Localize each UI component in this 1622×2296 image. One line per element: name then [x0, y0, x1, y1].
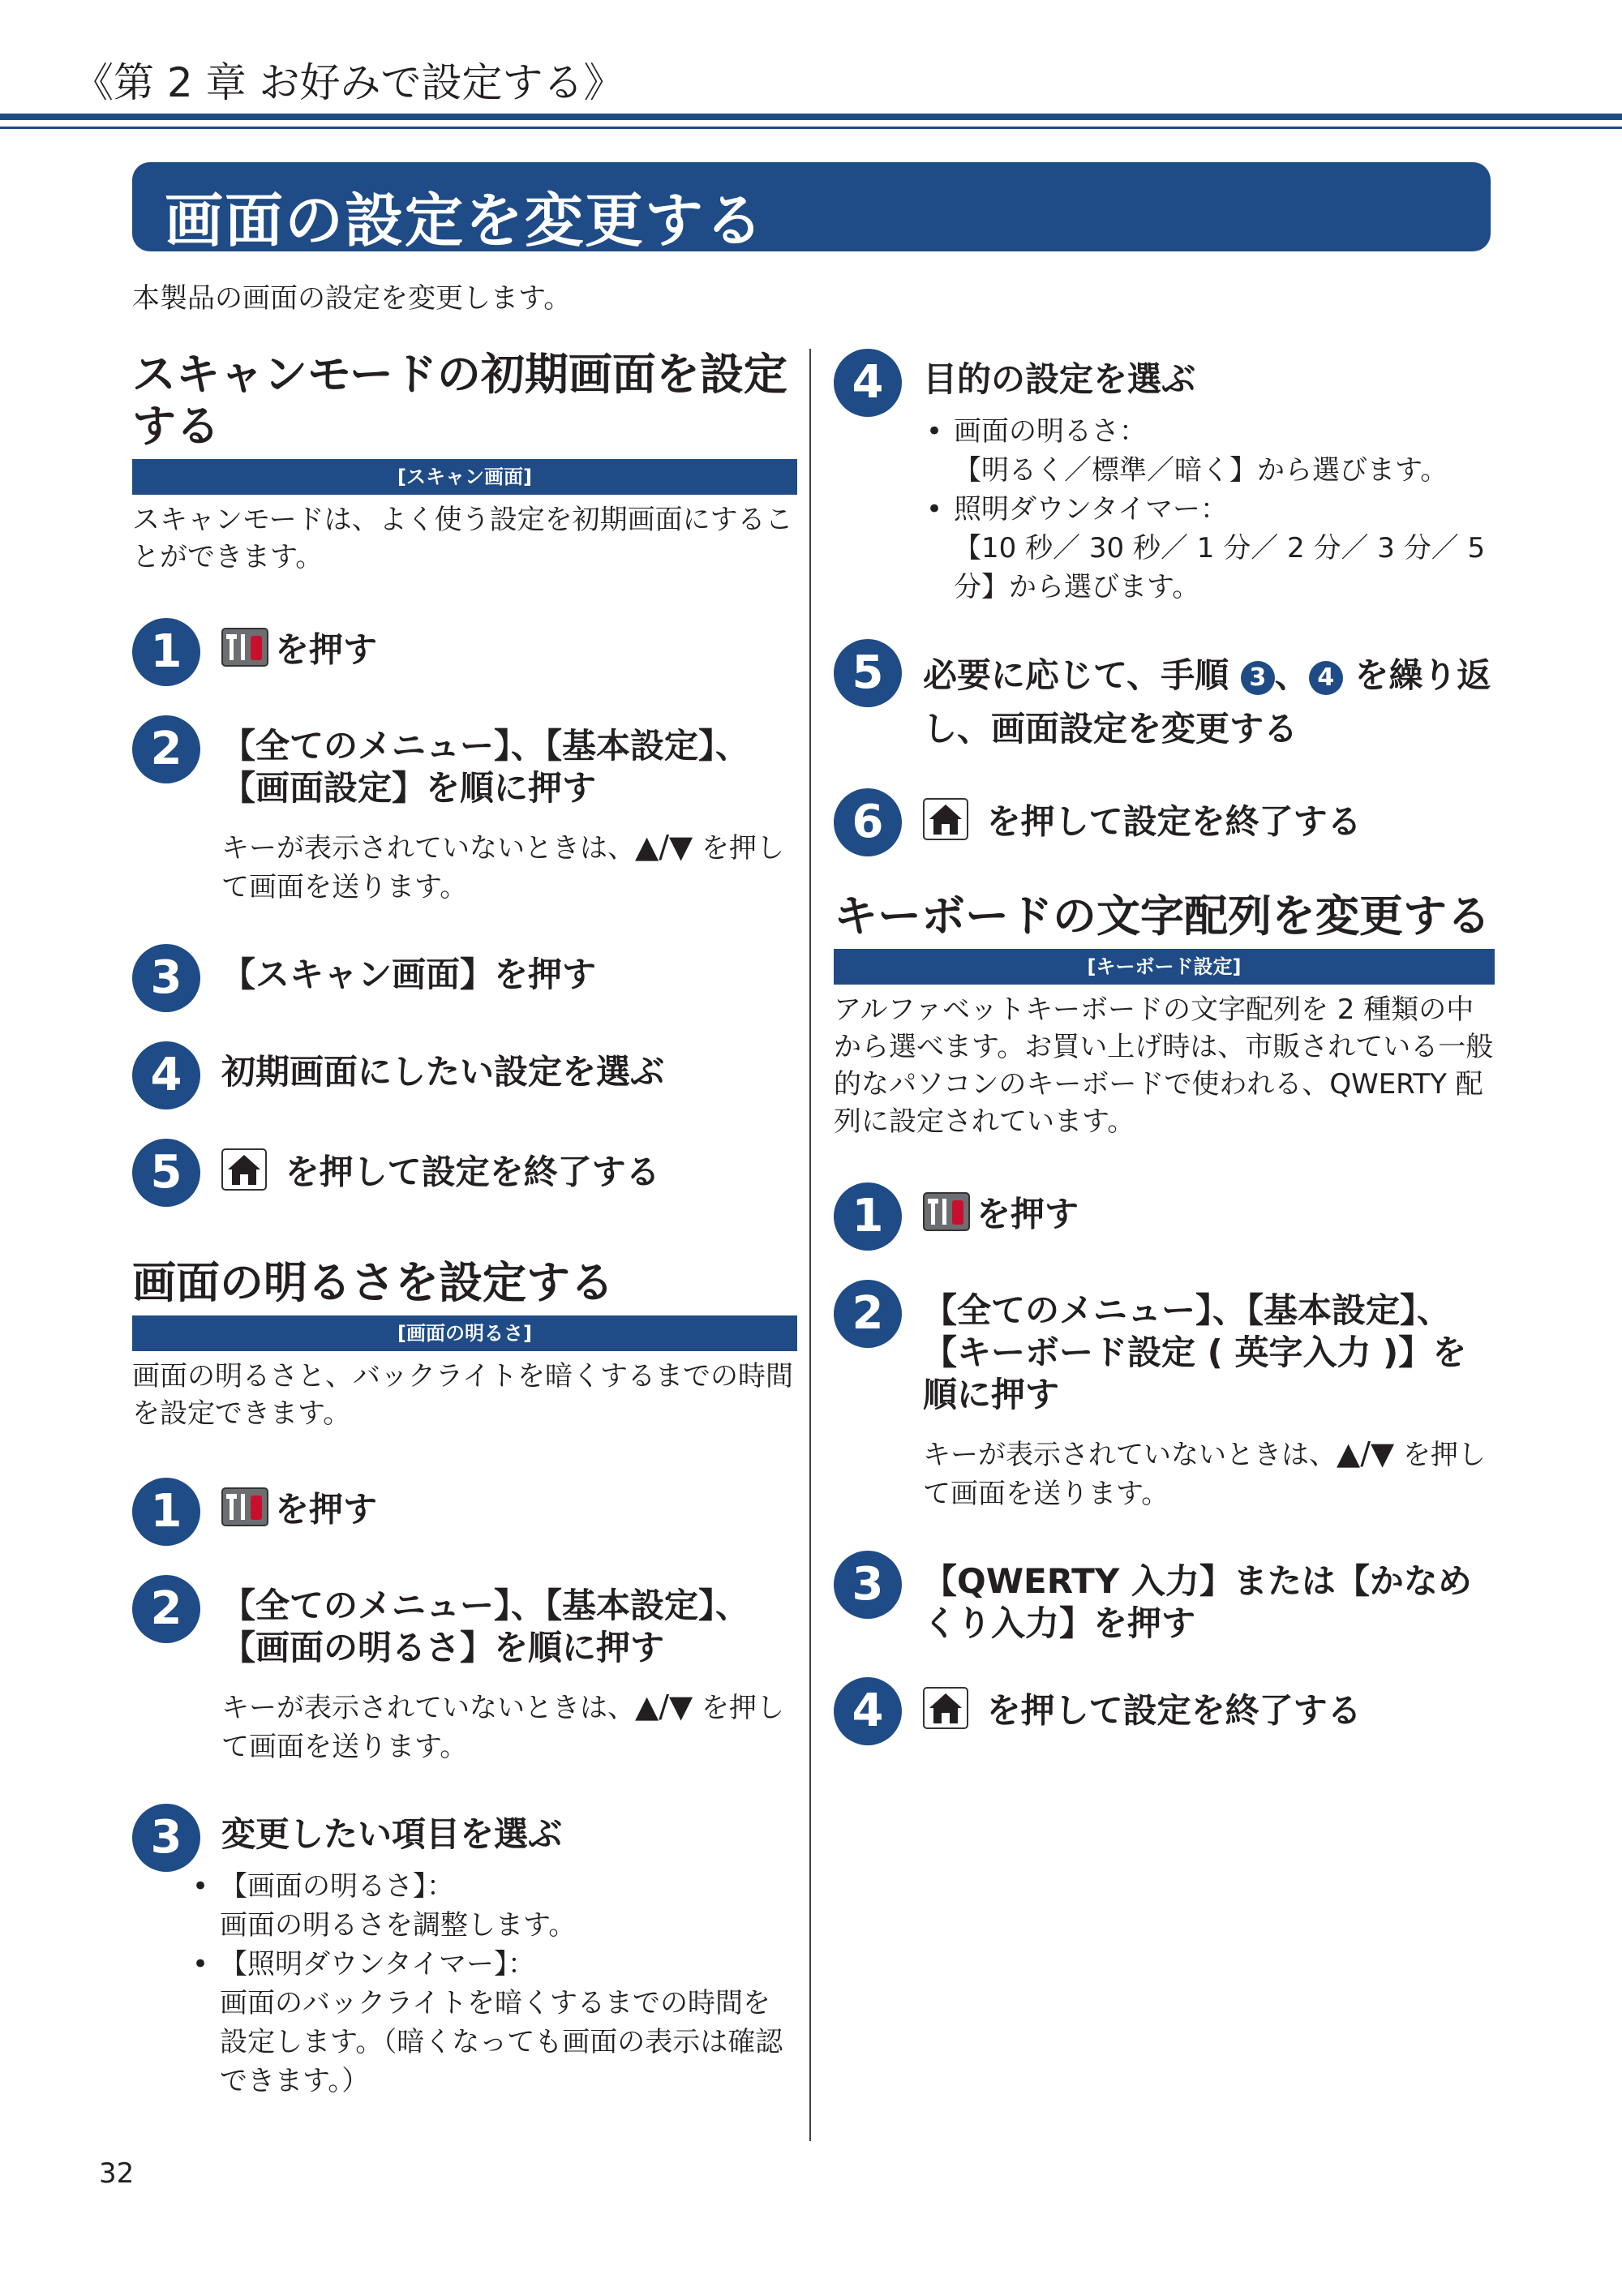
step-title: を押す	[275, 629, 378, 670]
up-down-arrows-icon: ▲/▼	[635, 829, 693, 865]
settings-icon	[923, 1192, 970, 1241]
step-4	[834, 1677, 1495, 1745]
option-list	[189, 1867, 797, 2101]
header-rule-thin	[0, 127, 1622, 129]
step-title: 【全てのメニュー】、【基本設定】、【キーボード設定 ( 英字入力 )】を順に押す	[923, 1290, 1467, 1414]
step-title: を押して設定を終了する	[975, 1690, 1362, 1731]
step-5	[834, 639, 1495, 756]
step-number: 1	[834, 1182, 902, 1251]
step-note: キーが表示されていないときは、▲/▼ を押して画面を送ります。	[221, 829, 785, 903]
step-2	[132, 715, 797, 907]
step-number: 3	[132, 944, 200, 1012]
settings-icon	[221, 1487, 268, 1536]
section-title: キーボードの文字配列を変更する	[834, 891, 1491, 942]
step-title: 【全てのメニュー】、【基本設定】、【画面の明るさ】を順に押す	[221, 1586, 750, 1667]
step-number: 2	[132, 715, 200, 783]
step-title: を押す	[976, 1194, 1079, 1234]
step-ref-badge: 3	[1241, 661, 1275, 695]
option-list	[923, 412, 1495, 607]
step-number: 3	[132, 1804, 200, 1872]
step-1	[834, 1182, 1495, 1251]
step-number: 1	[132, 618, 200, 686]
step-3	[132, 1804, 797, 2101]
header-rule-thick	[0, 114, 1622, 120]
step-3	[132, 944, 797, 1012]
step-number: 6	[834, 788, 902, 856]
step-number: 4	[834, 1677, 902, 1745]
step-1	[132, 618, 797, 686]
column-divider	[809, 349, 811, 2141]
section-title: 画面の明るさを設定する	[132, 1257, 614, 1308]
step-number: 3	[834, 1551, 902, 1619]
step-ref-badge: 4	[1309, 661, 1343, 695]
section-title: スキャンモードの初期画面を設定する	[132, 349, 787, 452]
step-number: 4	[834, 349, 902, 417]
step-4	[834, 349, 1495, 607]
section-description: 画面の明るさと、バックライトを暗くするまでの時間を設定できます。	[132, 1360, 793, 1430]
settings-icon	[221, 628, 268, 676]
section-keyboard	[834, 891, 1495, 1745]
section-description: スキャンモードは、よく使う設定を初期画面にすることができます。	[132, 504, 793, 573]
section-description: アルファベットキーボードの文字配列を 2 種類の中から選べます。お買い上げ時は、市販されている一般的なパソコンのキーボードで使われる、QWERTY 配列に設定されています。	[834, 994, 1494, 1138]
step-title: 変更したい項目を選ぶ	[221, 1814, 563, 1854]
up-down-arrows-icon: ▲/▼	[635, 1689, 693, 1724]
step-title: を押す	[275, 1489, 378, 1530]
menu-path-tag: [キーボード設定]	[834, 949, 1495, 985]
step-title: 【全てのメニュー】、【基本設定】、【画面設定】を順に押す	[221, 726, 750, 808]
step-number: 4	[132, 1041, 200, 1109]
step-title: 【QWERTY 入力】または【かなめくり入力】を押す	[923, 1561, 1472, 1643]
right-column	[834, 349, 1495, 1745]
intro-text: 本製品の画面の設定を変更します。	[132, 282, 572, 315]
list-item: • 照明ダウンタイマー： 【10 秒／ 30 秒／ 1 分／ 2 分／ 3 分／ 5 分】から選びます。	[926, 493, 1486, 603]
step-1	[132, 1478, 797, 1546]
step-title: 必要に応じて、手順 3 、 4 を繰り返し、画面設定を変更する	[923, 655, 1491, 749]
step-number: 5	[834, 639, 902, 707]
step-4	[132, 1041, 797, 1109]
menu-path-tag: [画面の明るさ]	[132, 1315, 797, 1351]
up-down-arrows-icon: ▲/▼	[1337, 1436, 1395, 1471]
home-icon	[923, 1687, 968, 1739]
step-title: 目的の設定を選ぶ	[923, 359, 1196, 399]
list-item: • 【画面の明るさ】： 画面の明るさを調整します。	[192, 1870, 577, 1942]
left-column	[132, 349, 797, 2101]
section-scan-initial	[132, 349, 797, 1207]
step-2	[132, 1575, 797, 1766]
page-title: 画面の設定を変更する	[165, 187, 766, 255]
list-item: • 画面の明るさ： 【明るく／標準／暗く】から選びます。	[926, 415, 1448, 487]
section-brightness	[132, 1257, 797, 2101]
step-2	[834, 1280, 1495, 1513]
step-title: を押して設定を終了する	[273, 1152, 660, 1192]
menu-path-tag: [スキャン画面]	[132, 459, 797, 495]
step-number: 2	[834, 1280, 902, 1348]
title-banner	[132, 162, 1491, 255]
step-number: 5	[132, 1139, 200, 1207]
step-5	[132, 1139, 797, 1207]
step-3	[834, 1551, 1495, 1645]
home-icon	[221, 1148, 267, 1200]
step-title: を押して設定を終了する	[975, 801, 1362, 842]
step-number: 2	[132, 1575, 200, 1643]
step-note: キーが表示されていないときは、▲/▼ を押して画面を送ります。	[221, 1689, 785, 1763]
step-title: 【スキャン画面】を押す	[221, 955, 597, 994]
step-note: キーが表示されていないときは、▲/▼ を押して画面を送ります。	[923, 1436, 1487, 1510]
step-6	[834, 788, 1495, 856]
list-item: • 【照明ダウンタイマー】： 画面のバックライトを暗くするまでの時間を設定します。（暗くなっても画面の表示は確認できます。）	[192, 1948, 783, 2097]
step-title: 初期画面にしたい設定を選ぶ	[221, 1052, 665, 1092]
home-icon	[923, 798, 968, 850]
step-number: 1	[132, 1478, 200, 1546]
page-number: 32	[99, 2157, 135, 2190]
chapter-header: 《第 2 章 お好みで設定する》	[73, 59, 624, 106]
